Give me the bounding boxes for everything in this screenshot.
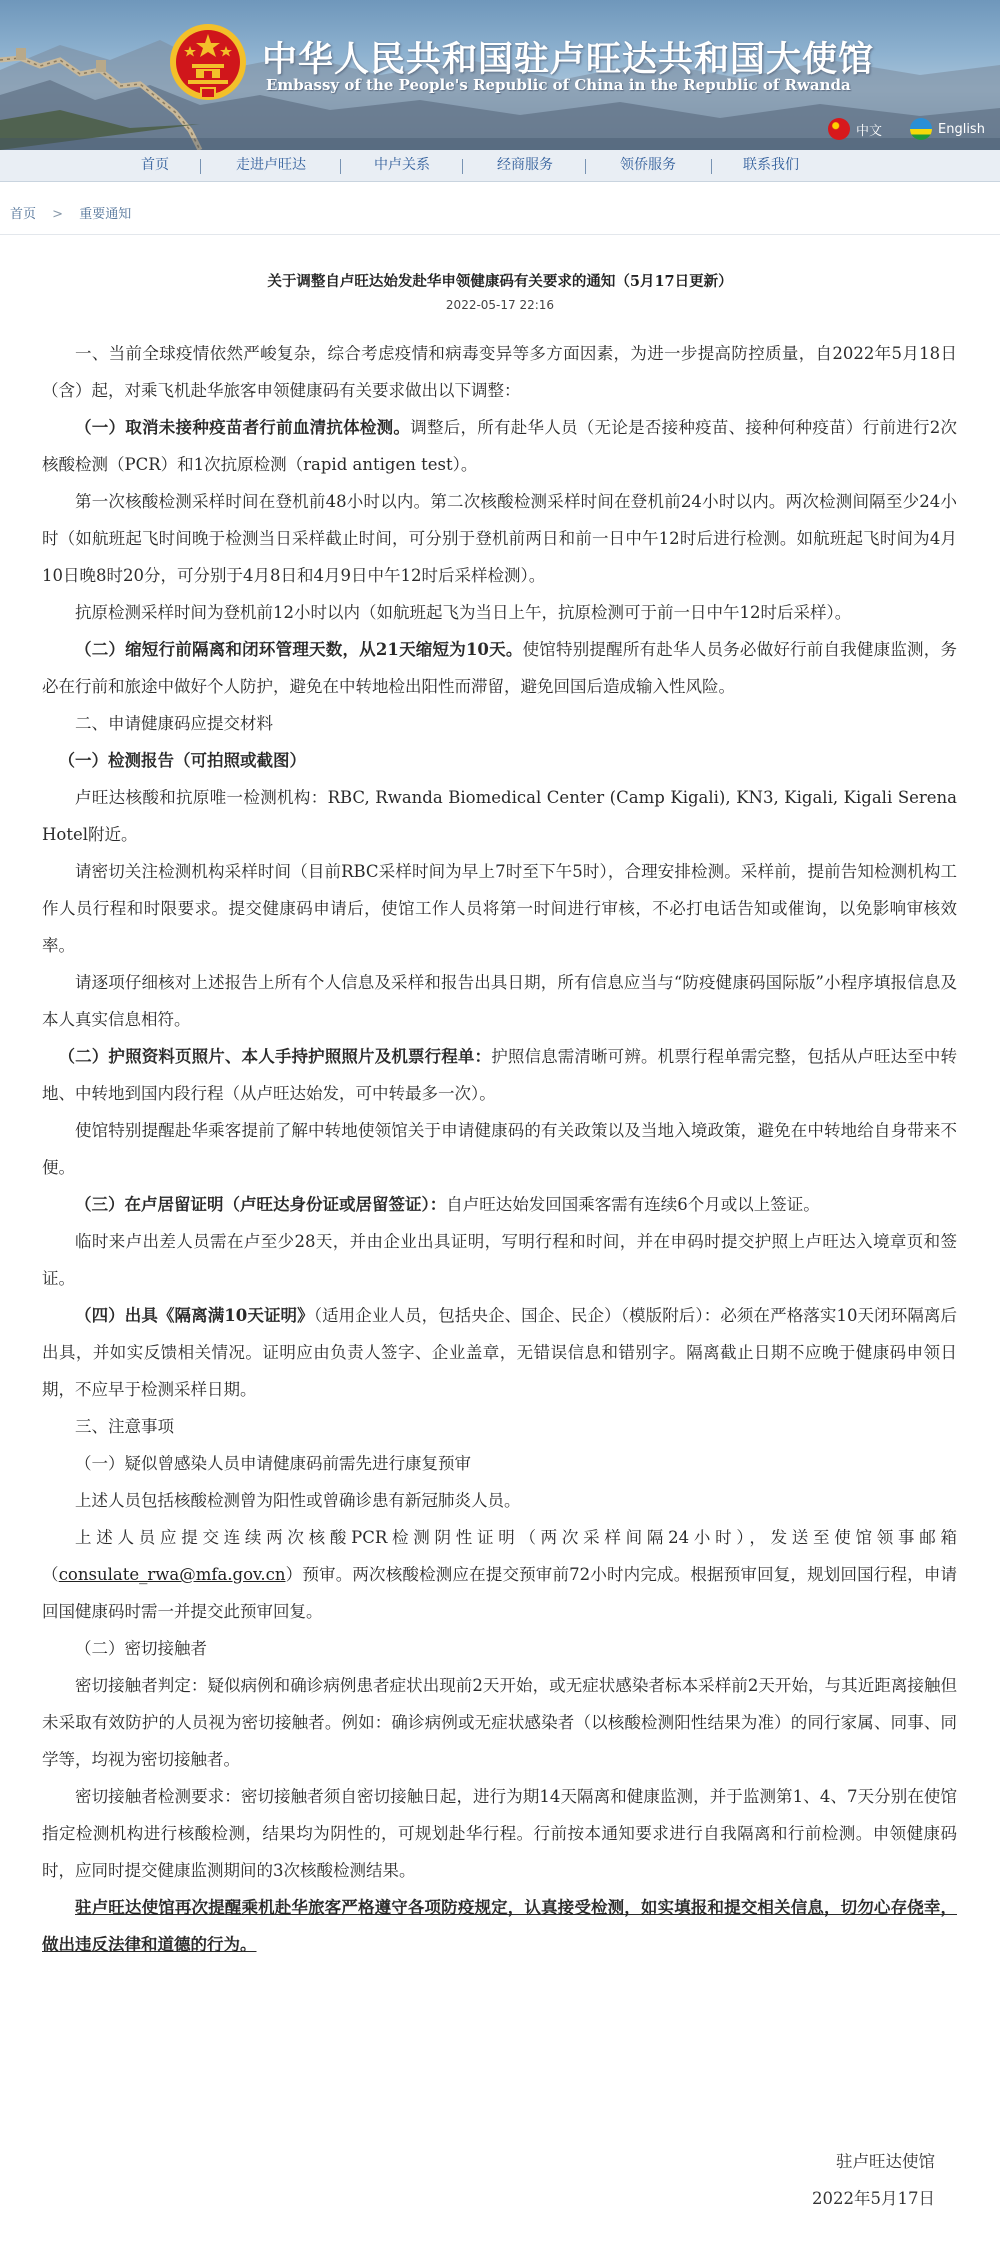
breadcrumb-current[interactable]: 重要通知 (79, 207, 132, 222)
paragraph: 密切接触者判定：疑似病例和确诊病例患者症状出现前2天开始，或无症状感染者标本采样前2天开始，与其近距离接触但未采取有效防护的人员视为密切接触者。例如：确诊病例或无症状感染者（以核酸检测阳性结果为准）的同行家属、同事、同学等，均视为密切接触者。 (42, 1676, 957, 1769)
breadcrumb (10, 203, 131, 222)
paragraph-text: 调整后，所有赴华人员（无论是否接种疫苗、接种何种疫苗）行前进行2次核酸检测（PCR）和1次抗原检测（rapid antigen test）。 (42, 418, 958, 474)
paragraph (42, 1186, 957, 1223)
paragraph: 密切接触者检测要求：密切接触者须自密切接触日起，进行为期14天隔离和健康监测，并于监测第1、4、7天分别在使馆指定检测机构进行核酸检测，结果均为阴性的，可规划赴华行程。行前按本通知要求进行自我隔离和行前检测。申领健康码时，应同时提交健康监测期间的3次核酸检测结果。 (42, 1787, 957, 1880)
paragraph-heading: （三）在卢居留证明（卢旺达身份证或居留签证）： (75, 1195, 447, 1214)
paragraph-heading: （一）取消未接种疫苗者行前血清抗体检测。 (75, 418, 411, 437)
paragraph: （二）密切接触者 (75, 1639, 207, 1658)
section-heading: 三、注意事项 (75, 1417, 174, 1436)
paragraph: 请逐项仔细核对上述报告上所有个人信息及采样和报告出具日期，所有信息应当与“防疫健康码国际版”小程序填报信息及本人真实信息相符。 (42, 973, 957, 1029)
paragraph-heading: （二）缩短行前隔离和闭环管理天数，从21天缩短为10天。 (75, 640, 523, 659)
nav-item-home[interactable]: 首页 (141, 157, 169, 173)
nav-separator (340, 159, 341, 174)
nav-separator (200, 159, 201, 174)
header-banner (0, 0, 1000, 150)
nav-item-consular[interactable]: 领侨服务 (620, 157, 676, 173)
article-date: 2022-05-17 22:16 (445, 298, 555, 312)
paragraph-heading: （四）出具《隔离满10天证明》 (75, 1306, 314, 1325)
lang-chinese-label: 中文 (856, 123, 883, 139)
paragraph-text: 使馆特别提醒所有赴华人员务必做好行前自我健康监测，务必在行前和旅途中做好个人防护，避免在中转地检出阳性而滞留，避免回国后造成输入性风险。 (42, 640, 957, 696)
nav-separator (585, 159, 586, 174)
lang-english-link[interactable] (910, 118, 985, 140)
nav-item-contact[interactable]: 联系我们 (743, 157, 799, 173)
paragraph-text: ）预审。两次核酸检测应在提交预审前72小时内完成。根据预审回复，规划回国行程，申请回国健康码时需一并提交此预审回复。 (42, 1565, 958, 1621)
paragraph-text: （适用企业人员，包括央企、国企、民企）（模版附后）：必须在严格落实10天闭环隔离后出具，并如实反馈相关情况。证明应由负责人签字、企业盖章，无错误信息和错别字。隔离截止日期不应晚于健康码申领日期，不应早于检测采样日期。 (42, 1306, 957, 1399)
nav-separator (462, 159, 463, 174)
article-title: 关于调整自卢旺达始发赴华申领健康码有关要求的通知（5月17日更新） (267, 273, 733, 290)
main-nav (0, 150, 1000, 182)
paragraph-text: 自卢旺达始发回国乘客需有连续6个月或以上签证。 (446, 1195, 820, 1214)
signature-org: 驻卢旺达使馆 (836, 2152, 935, 2171)
lang-english-label: English (938, 121, 985, 137)
site-title-cn: 中华人民共和国驻卢旺达共和国大使馆 (262, 40, 875, 80)
paragraph-text: 上述人员应提交连续两次核酸PCR检测阴性证明（两次采样间隔24小时），发送至使馆领事邮箱（ (42, 1528, 957, 1584)
paragraph (42, 742, 957, 779)
paragraph: 第一次核酸检测采样时间在登机前48小时以内。第二次核酸检测采样时间在登机前24小时以内。两次检测间隔至少24小时（如航班起飞时间晚于检测当日采样截止时间，可分别于登机前两日和前一日中午12时后进行检测。如航班起飞时间为4月10日晚8时20分，可分别于4月8日和4月9日中午12时后采样检测）。 (42, 492, 957, 585)
breadcrumb-arrow-icon: > (52, 207, 64, 222)
site-title-en: Embassy of the People's Republic of China in the Republic of Rwanda (266, 76, 851, 94)
paragraph: 使馆特别提醒赴华乘客提前了解中转地使领馆关于申请健康码的有关政策以及当地入境政策，避免在中转地给自身带来不便。 (42, 1121, 957, 1177)
nav-item-relations[interactable]: 中卢关系 (374, 157, 430, 173)
paragraph (42, 409, 957, 483)
section-heading: 二、申请健康码应提交材料 (75, 714, 273, 733)
rwanda-flag-icon (910, 118, 932, 140)
signature-date: 2022年5月17日 (812, 2189, 935, 2208)
paragraph (42, 1519, 957, 1630)
consulate-email-link[interactable]: consulate_rwa@mfa.gov.cn (58, 1565, 286, 1584)
paragraph: （一）疑似曾感染人员申请健康码前需先进行康复预审 (75, 1454, 471, 1473)
paragraph: 一、当前全球疫情依然严峻复杂，综合考虑疫情和病毒变异等多方面因素，为进一步提高防控质量，自2022年5月18日（含）起，对乘飞机赴华旅客申领健康码有关要求做出以下调整： (42, 344, 957, 400)
notice-paragraph: 驻卢旺达使馆再次提醒乘机赴华旅客严格遵守各项防疫规定，认真接受检测，如实填报和提交相关信息，切勿心存侥幸，做出违反法律和道德的行为。 (42, 1898, 957, 1954)
paragraph: 临时来卢出差人员需在卢至少28天，并由企业出具证明，写明行程和时间，并在申码时提交护照上卢旺达入境章页和签证。 (42, 1232, 957, 1288)
paragraph: 抗原检测采样时间为登机前12小时以内（如航班起飞为当日上午，抗原检测可于前一日中午12时后采样）。 (75, 603, 852, 622)
breadcrumb-home[interactable]: 首页 (10, 207, 37, 222)
paragraph-heading: （一）检测报告（可拍照或截图） (58, 751, 306, 770)
nav-separator (711, 159, 712, 174)
paragraph (42, 1297, 957, 1408)
nav-item-business[interactable]: 经商服务 (497, 157, 553, 173)
paragraph: 上述人员包括核酸检测曾为阳性或曾确诊患有新冠肺炎人员。 (75, 1491, 521, 1510)
paragraph (42, 1038, 957, 1112)
paragraph: 请密切关注检测机构采样时间（目前RBC采样时间为早上7时至下午5时），合理安排检测。采样前，提前告知检测机构工作人员行程和时限要求。提交健康码申请后，使馆工作人员将第一时间进行审核，不必打电话告知或催询，以免影响审核效率。 (42, 862, 957, 955)
article-body (42, 335, 957, 1963)
china-flag-icon (828, 118, 850, 140)
paragraph-heading: （二）护照资料页照片、本人手持护照照片及机票行程单： (58, 1047, 492, 1066)
national-emblem-icon (168, 22, 248, 102)
divider (0, 234, 1000, 235)
paragraph-text: 护照信息需清晰可辨。机票行程单需完整，包括从卢旺达至中转地、中转地到国内段行程（从卢旺达始发，可中转最多一次）。 (42, 1047, 958, 1103)
nav-item-rwanda[interactable]: 走进卢旺达 (236, 157, 306, 173)
lang-chinese-link[interactable] (828, 118, 882, 140)
paragraph (42, 631, 957, 705)
paragraph: 卢旺达核酸和抗原唯一检测机构：RBC, Rwanda Biomedical Center (Camp Kigali), KN3, Kigali, Kigali Serena Hotel附近。 (42, 788, 957, 844)
